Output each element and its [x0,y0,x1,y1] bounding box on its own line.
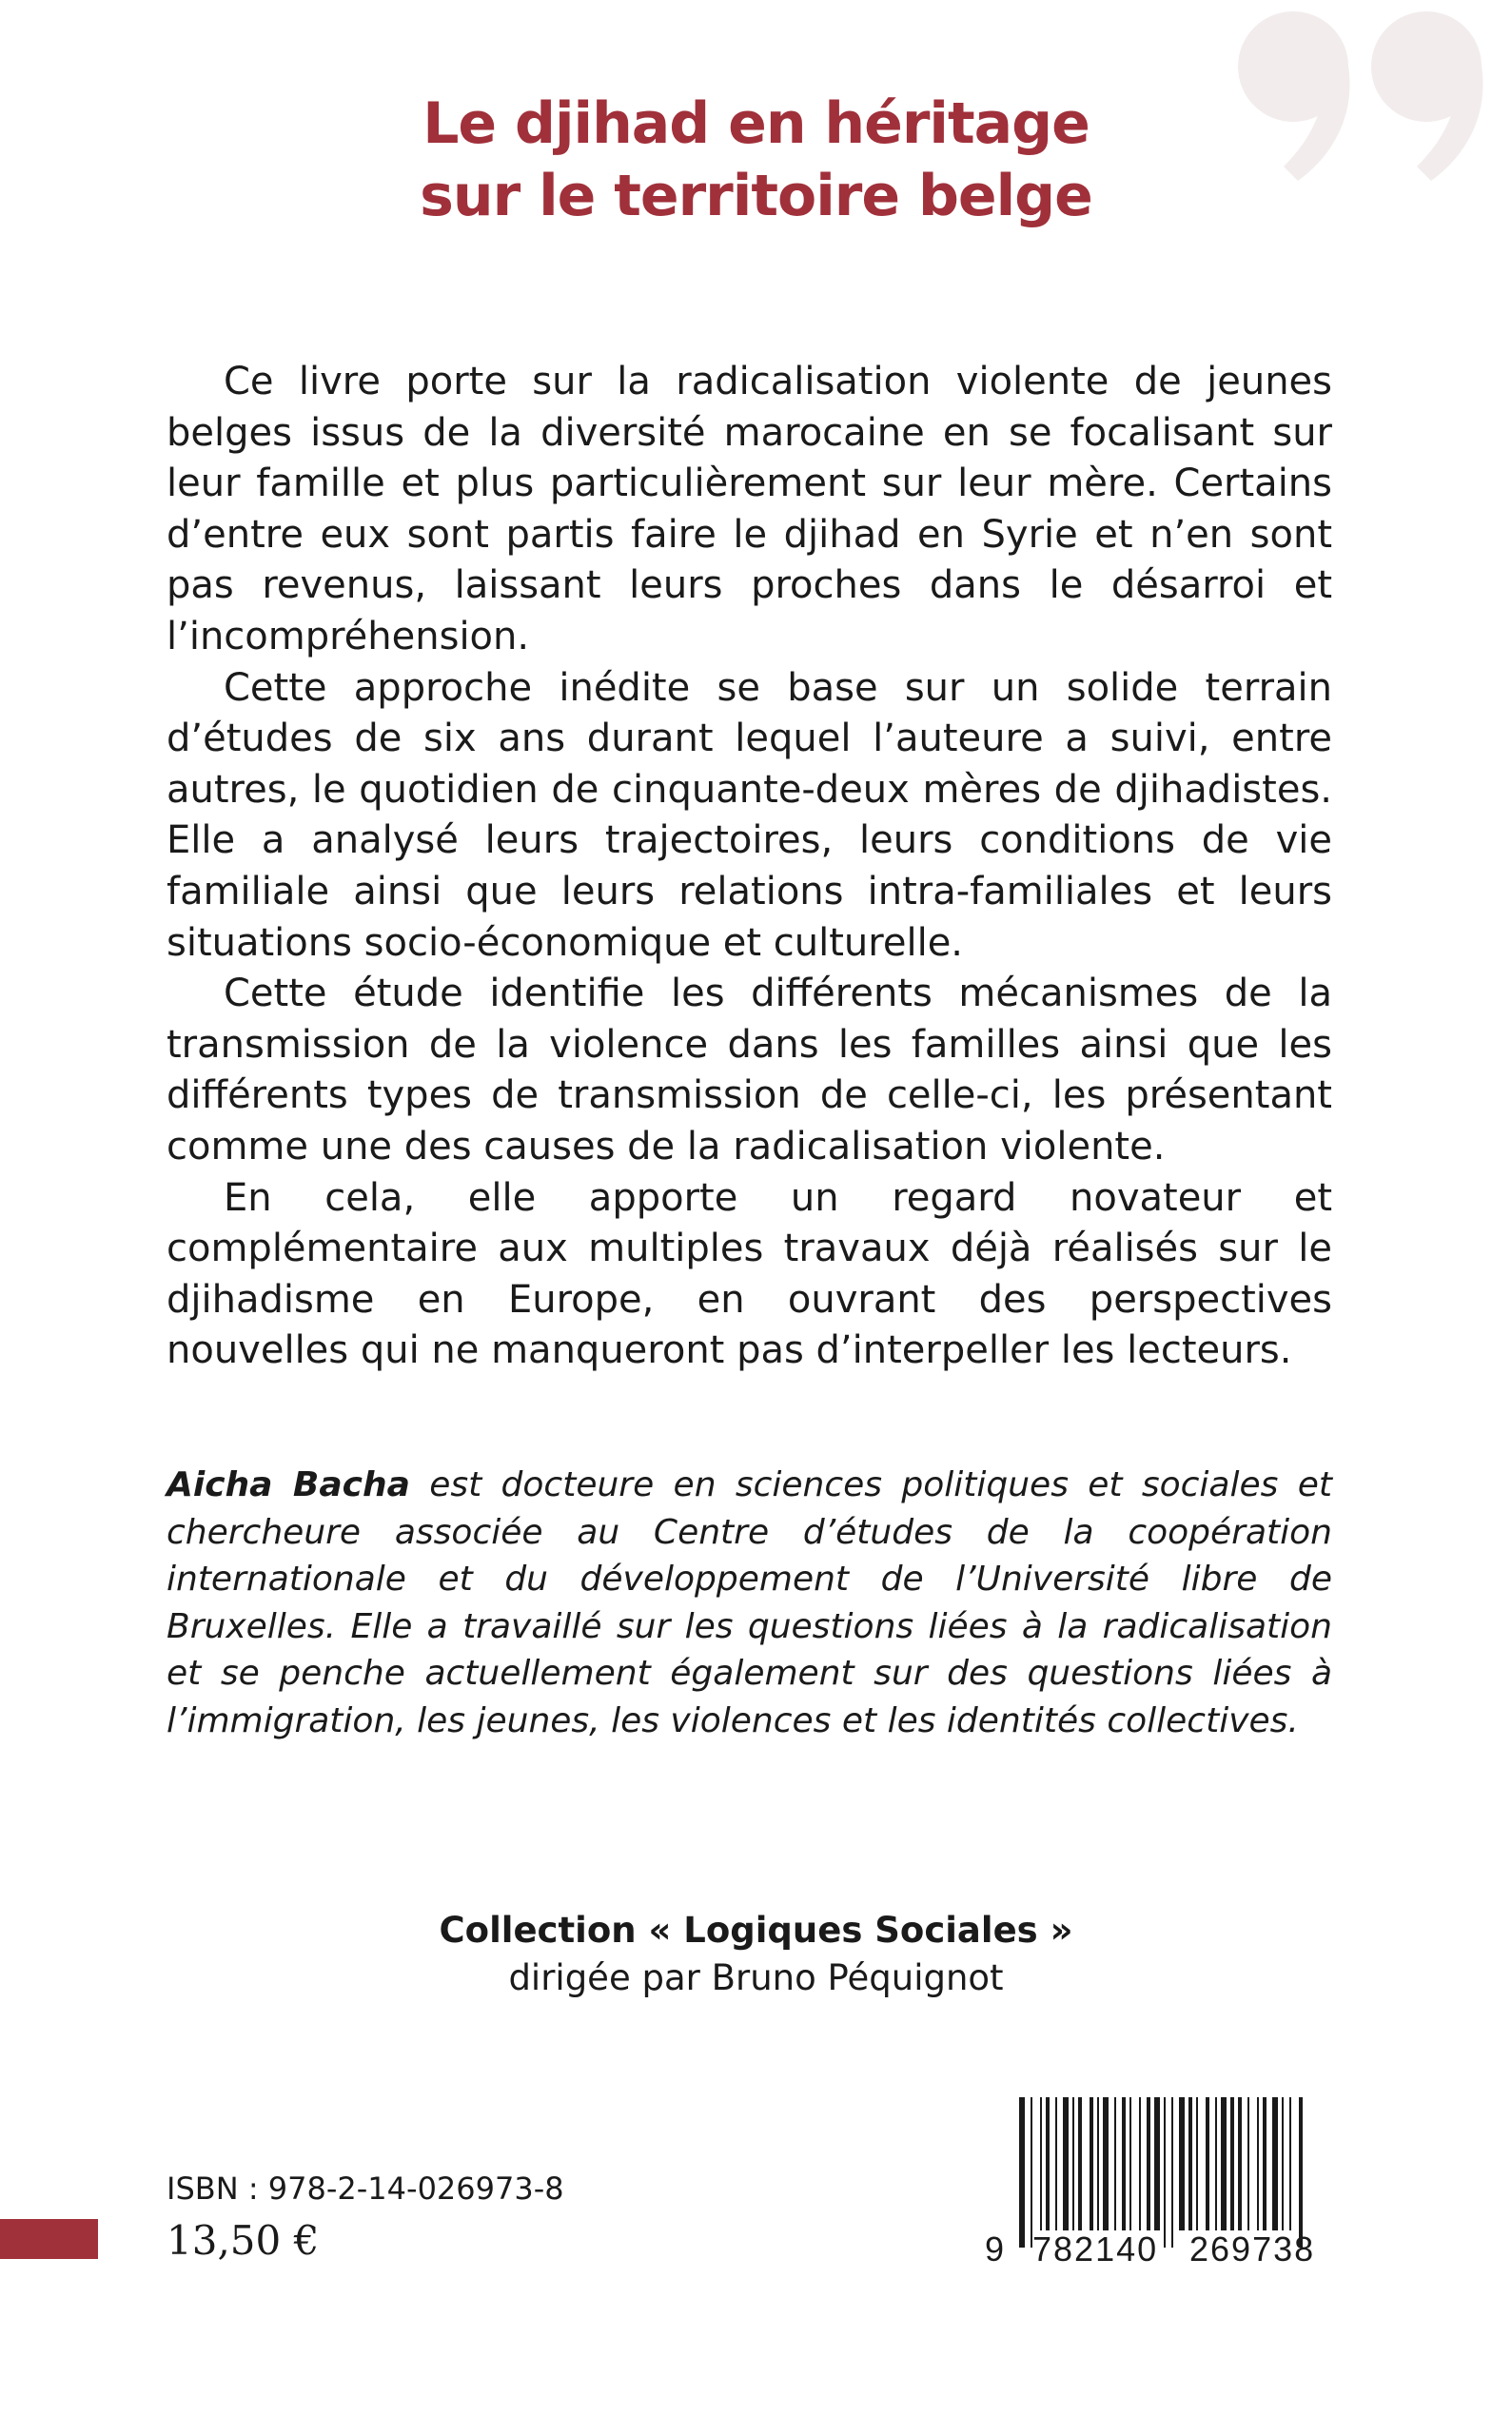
barcode-bar [1221,2097,1227,2230]
barcode-bar [1299,2097,1303,2248]
barcode-bar [1272,2097,1278,2230]
collection-info [0,1907,1512,2002]
barcode-bar [1188,2097,1192,2230]
barcode-bar [1196,2097,1198,2230]
title-line-1: Le djihad en héritage [422,90,1090,157]
barcode-bar [1040,2097,1042,2230]
barcode-bar [1171,2097,1173,2248]
author-name: Aicha Bacha [167,1465,410,1504]
barcode-bar [1139,2097,1141,2230]
barcode-bar [1063,2097,1069,2230]
barcode-bar [1103,2097,1109,2230]
barcode-bar [1289,2097,1291,2230]
barcode-bar [1072,2097,1074,2230]
barcode-bar [1179,2097,1185,2230]
barcode-bar [1019,2097,1025,2248]
summary-paragraph: Cette approche inédite se base sur un solide terrain d’études de six ans durant lequel l’auteure a suivi, entre autres, le quotidien de cinquante-deux mères de djihadistes. Elle a analysé leurs trajectoires, leurs conditions de vie familiale ainsi que leurs relations intra-familiales et leurs situations socio-économique et culturelle. [167,665,1332,965]
barcode-first-digit: 9 [985,2229,1007,2269]
author-bio [167,1462,1332,1744]
barcode-bar [1230,2097,1234,2230]
barcode-bar [1031,2097,1032,2248]
barcode-bar [1114,2097,1116,2230]
barcode-bar [1046,2097,1050,2230]
summary-paragraph: Cette étude identifie les différents mécanismes de la transmission de la violence dans les familles ainsi que les différents types de transmission de celle-ci, les présentant comme une des causes de la radicalisation violente. [167,972,1332,1169]
price: 13,50 € [167,2217,320,2264]
barcode-group-1: 782140 [1032,2229,1159,2269]
barcode-bar [1147,2097,1150,2230]
barcode-bar [1097,2097,1099,2230]
barcode-bar [1257,2097,1259,2230]
barcode-bar [1090,2097,1093,2230]
author-bio-text: est docteure en sciences politiques et sociales et chercheure associée au Centre d’études de la coopération internationale et du développement de l’Université libre de Bruxelles. Elle a travaillé sur les questions liées à la radicalisation et se penche actuellement également sur des questions liées à l’immigration, les jeunes, les violences et les identités collectives. [167,1465,1332,1740]
collection-name: Collection « Logiques Sociales » [439,1910,1073,1951]
barcode-bar [1215,2097,1217,2230]
barcode-bar [1164,2097,1166,2248]
summary-text [167,357,1332,1377]
barcode-group-2: 269738 [1189,2229,1316,2269]
barcode-bar [1206,2097,1209,2230]
barcode-bar [1154,2097,1160,2230]
collection-director: dirigée par Bruno Péquignot [508,1957,1004,1998]
barcode-bar [1263,2097,1267,2230]
barcode-bar [1238,2097,1242,2230]
barcode-bar [1122,2097,1126,2230]
title-line-2: sur le territoire belge [420,163,1092,229]
barcode-bar [1282,2097,1284,2230]
barcode-bar [1129,2097,1131,2230]
barcode-bar [1055,2097,1057,2230]
summary-paragraph: Ce livre porte sur la radicalisation violente de jeunes belges issus de la diversité marocaine en se focalisant sur leur famille et plus particulièrement sur leur mère. Certains d’entre eux sont partis faire le djihad en Syrie et n’en sont pas revenus, laissant leurs proches dans le désarroi et l’incompréhension. [167,360,1332,658]
barcode-bar [1247,2097,1249,2230]
summary-paragraph: En cela, elle apporte un regard novateur et complémentaire aux multiples travaux déjà réalisés sur le djihadisme en Europe, en ouvrant des perspectives nouvelles qui ne manqueront pas d’interpeller les lecteurs. [167,1175,1332,1373]
isbn: ISBN : 978-2-14-026973-8 [167,2170,564,2207]
book-title [0,88,1512,232]
barcode-bar [1078,2097,1082,2230]
accent-bar [0,2219,98,2259]
